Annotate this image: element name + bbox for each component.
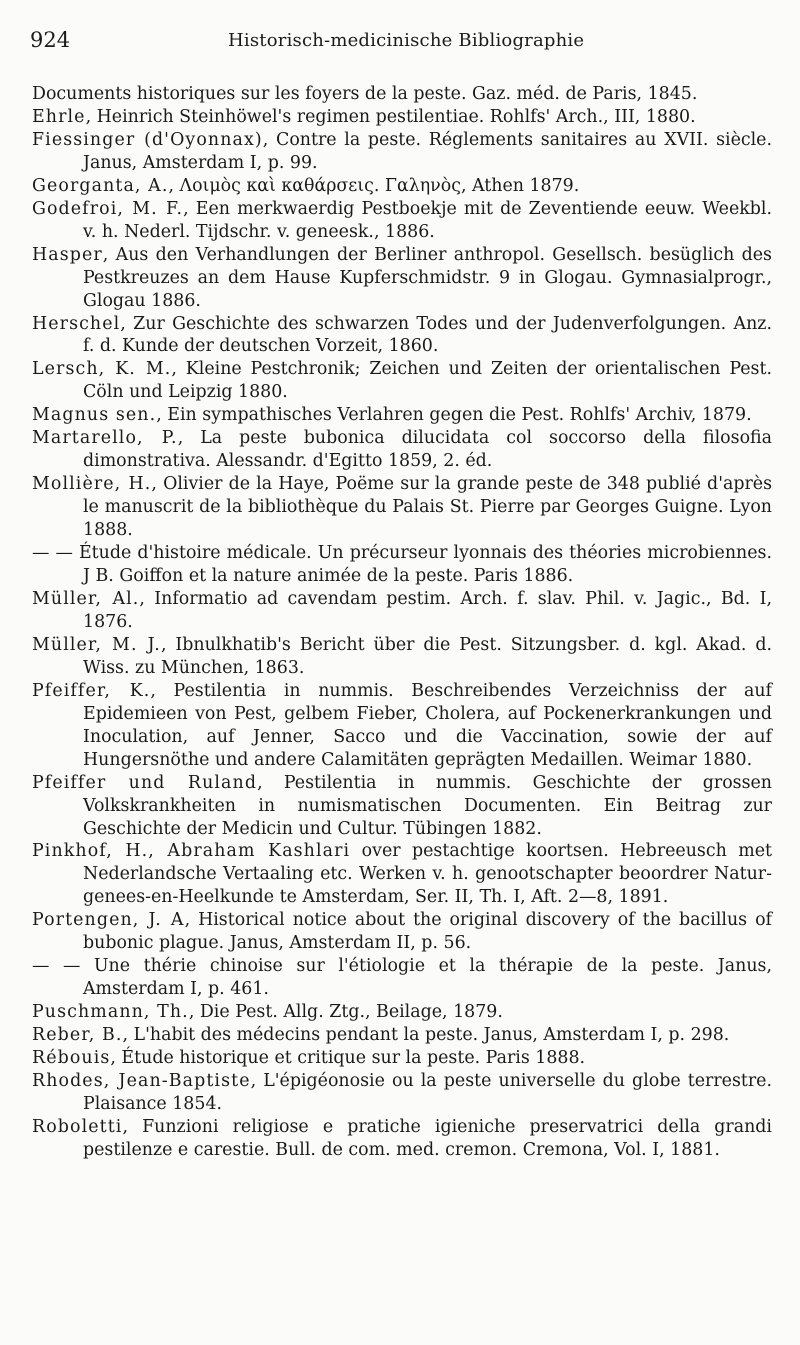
entry-text: , Ibnulkhatib's Bericht über die Pest. Sitzungsber. d. kgl. Akad. d. Wiss. zu München, 1863. [83, 634, 772, 678]
bibliography-entry [32, 198, 772, 244]
bibliography-entry [32, 358, 772, 404]
bibliography-entry [32, 1116, 772, 1162]
entry-text: , Informatio ad cavendam pestim. Arch. f. slav. Phil. v. Jagic., Bd. I, 1876. [83, 588, 772, 632]
bibliography-entry [32, 106, 772, 129]
bibliography-entry [32, 542, 772, 588]
entry-text: , Étude historique et critique sur la peste. Paris 1888. [110, 1048, 586, 1069]
entry-author: Fiessinger (d'Oyonnax) [32, 129, 263, 150]
bibliography-list [32, 83, 772, 1162]
bibliography-entry [32, 634, 772, 680]
entry-text: , L'habit des médecins pendant la peste. Janus, Amsterdam I, p. 298. [122, 1025, 730, 1046]
entry-text: , Kleine Pestchronik; Zeichen und Zeiten der orientalischen Pest. Cöln und Leipzig 1880. [83, 359, 772, 403]
entry-text: , La peste bubonica dilucidata col soccorso della filosofia dimonstrativa. Alessandr. d'Egitto 1859, 2. éd. [83, 428, 773, 472]
bibliography-entry [32, 404, 772, 427]
entry-author: Herschel [32, 313, 121, 334]
bibliography-entry [32, 955, 772, 1001]
entry-author: Pinkhof, H., Abraham Kashlari [32, 841, 351, 862]
entry-author: Puschmann, Th. [32, 1002, 189, 1023]
entry-author: Godefroi, M. F. [32, 198, 184, 219]
entry-author: Mollière, H. [32, 474, 152, 495]
bibliography-entry [32, 244, 772, 313]
entry-author: Müller, M. J. [32, 634, 161, 655]
entry-text: , Ein sympathisches Verlahren gegen die Pest. Rohlfs' Archiv, 1879. [156, 405, 752, 426]
bibliography-entry [32, 129, 772, 175]
bibliography-entry [32, 680, 772, 772]
entry-author: Hasper [32, 244, 103, 265]
entry-author: Georganta, A. [32, 175, 169, 196]
entry-text: Étude d'histoire médicale. Un précurseur lyonnais des théories microbiennes. J B. Goiffon et la nature animée de la peste. Paris 1886. [72, 543, 772, 587]
entry-text: , L'épigéonosie ou la peste universelle du globe terrestre. Plaisance 1854. [83, 1070, 772, 1114]
entry-text: over pestachtige koortsen. Hebreeusch met Nederlandsche Vertaaling etc. Werken v. h. genootschapter beoordrer Natur-genees-en-Heelkunde te Amsterdam, Ser. II, Th. I, Aft. 2—8, 1891. [83, 841, 772, 908]
entry-text: , Pestilentia in nummis. Geschichte der grossen Volkskrankheiten in numismatischen Documenten. Ein Beitrag zur Geschichte der Medicin und Cultur. Tübingen 1882. [83, 772, 773, 839]
bibliography-entry [32, 772, 772, 841]
entry-author-repeat: — — [32, 543, 73, 564]
entry-author: Müller, Al. [32, 588, 140, 609]
entry-text: , Λοιμὸς καὶ καθάρσεις. Γαληνὸς, Athen 1879. [168, 175, 580, 196]
entry-text: , Die Pest. Allg. Ztg., Beilage, 1879. [188, 1002, 503, 1023]
entry-author: Rhodes, Jean-Baptiste [32, 1070, 251, 1091]
bibliography-entry [32, 1070, 772, 1116]
entry-author-repeat: — — [32, 956, 81, 977]
bibliography-entry [32, 175, 772, 198]
entry-text: , Historical notice about the original discovery of the bacillus of bubonic plague. Janus, Amsterdam II, p. 56. [83, 910, 772, 954]
bibliography-entry [32, 83, 772, 106]
entry-text: , Een merkwaerdig Pestboekje mit de Zeventiende eeuw. Weekbl. v. h. Nederl. Tijdschr. v. geneesk., 1886. [83, 198, 772, 242]
bibliography-entry [32, 313, 772, 359]
running-title: Historisch-medicinische Bibliographie [228, 30, 585, 51]
entry-author: Roboletti [32, 1116, 123, 1137]
page-number: 924 [30, 28, 71, 52]
entry-author: Lersch, K. M. [32, 359, 172, 380]
entry-text: , Aus den Verhandlungen der Berliner anthropol. Gesellsch. besüglich des Pestkreuzes an dem Hause Kupferschmidstr. 9 in Glogau. Gymnasialprogr., Glogau 1886. [83, 244, 772, 311]
page-header [30, 28, 770, 62]
bibliography-entry [32, 840, 772, 909]
entry-text: , Heinrich Steinhöwel's regimen pestilentiae. Rohlfs' Arch., III, 1880. [85, 106, 696, 127]
entry-author: Ehrle [32, 106, 86, 127]
entry-text: Une thérie chinoise sur l'étiologie et la thérapie de la peste. Janus, Amsterdam I, p. 461. [80, 956, 772, 1000]
entry-text: , Olivier de la Haye, Poëme sur la grande peste de 348 publié d'après le manuscrit de la bibliothèque du Palais St. Pierre par Georges Guigne. Lyon 1888. [83, 474, 772, 541]
bibliography-entry [32, 473, 772, 542]
entry-author: Reber, B. [32, 1025, 123, 1046]
entry-author: Pfeiffer, K. [32, 680, 151, 701]
bibliography-entry [32, 1047, 772, 1070]
bibliography-entry [32, 1001, 772, 1024]
entry-text: , Pestilentia in nummis. Beschreibendes Verzeichniss der auf Epidemieen von Pest, gelbem Fieber, Cholera, auf Pockenerkrankungen und Inoculation, auf Jenner, Sacco und die Vaccination, sowie der auf Hungersnöthe und andere Calamitäten geprägten Medaillen. Weimar 1880. [83, 680, 772, 770]
entry-author: Pfeiffer und Ruland [32, 772, 258, 793]
entry-text: , Contre la peste. Réglements sanitaires au XVII. siècle. Janus, Amsterdam I, p. 99. [83, 129, 772, 173]
bibliography-entry [32, 909, 772, 955]
entry-text: , Zur Geschichte des schwarzen Todes und der Judenverfolgungen. Anz. f. d. Kunde der deutschen Vorzeit, 1860. [83, 313, 772, 357]
entry-author: Portengen, J. A [32, 910, 185, 931]
entry-text: , Funzioni religiose e pratiche igieniche preservatrici della grandi pestilenze e carestie. Bull. de com. med. cremon. Cremona, Vol. I, 1881. [83, 1116, 772, 1160]
entry-author: Magnus sen. [32, 405, 157, 426]
entry-text: Documents historiques sur les foyers de la peste. Gaz. méd. de Paris, 1845. [32, 84, 698, 104]
bibliography-entry [32, 588, 772, 634]
entry-author: Rébouis [32, 1048, 111, 1069]
entry-author: Martarello, P. [32, 428, 178, 449]
bibliography-entry [32, 1024, 772, 1047]
bibliography-entry [32, 427, 772, 473]
